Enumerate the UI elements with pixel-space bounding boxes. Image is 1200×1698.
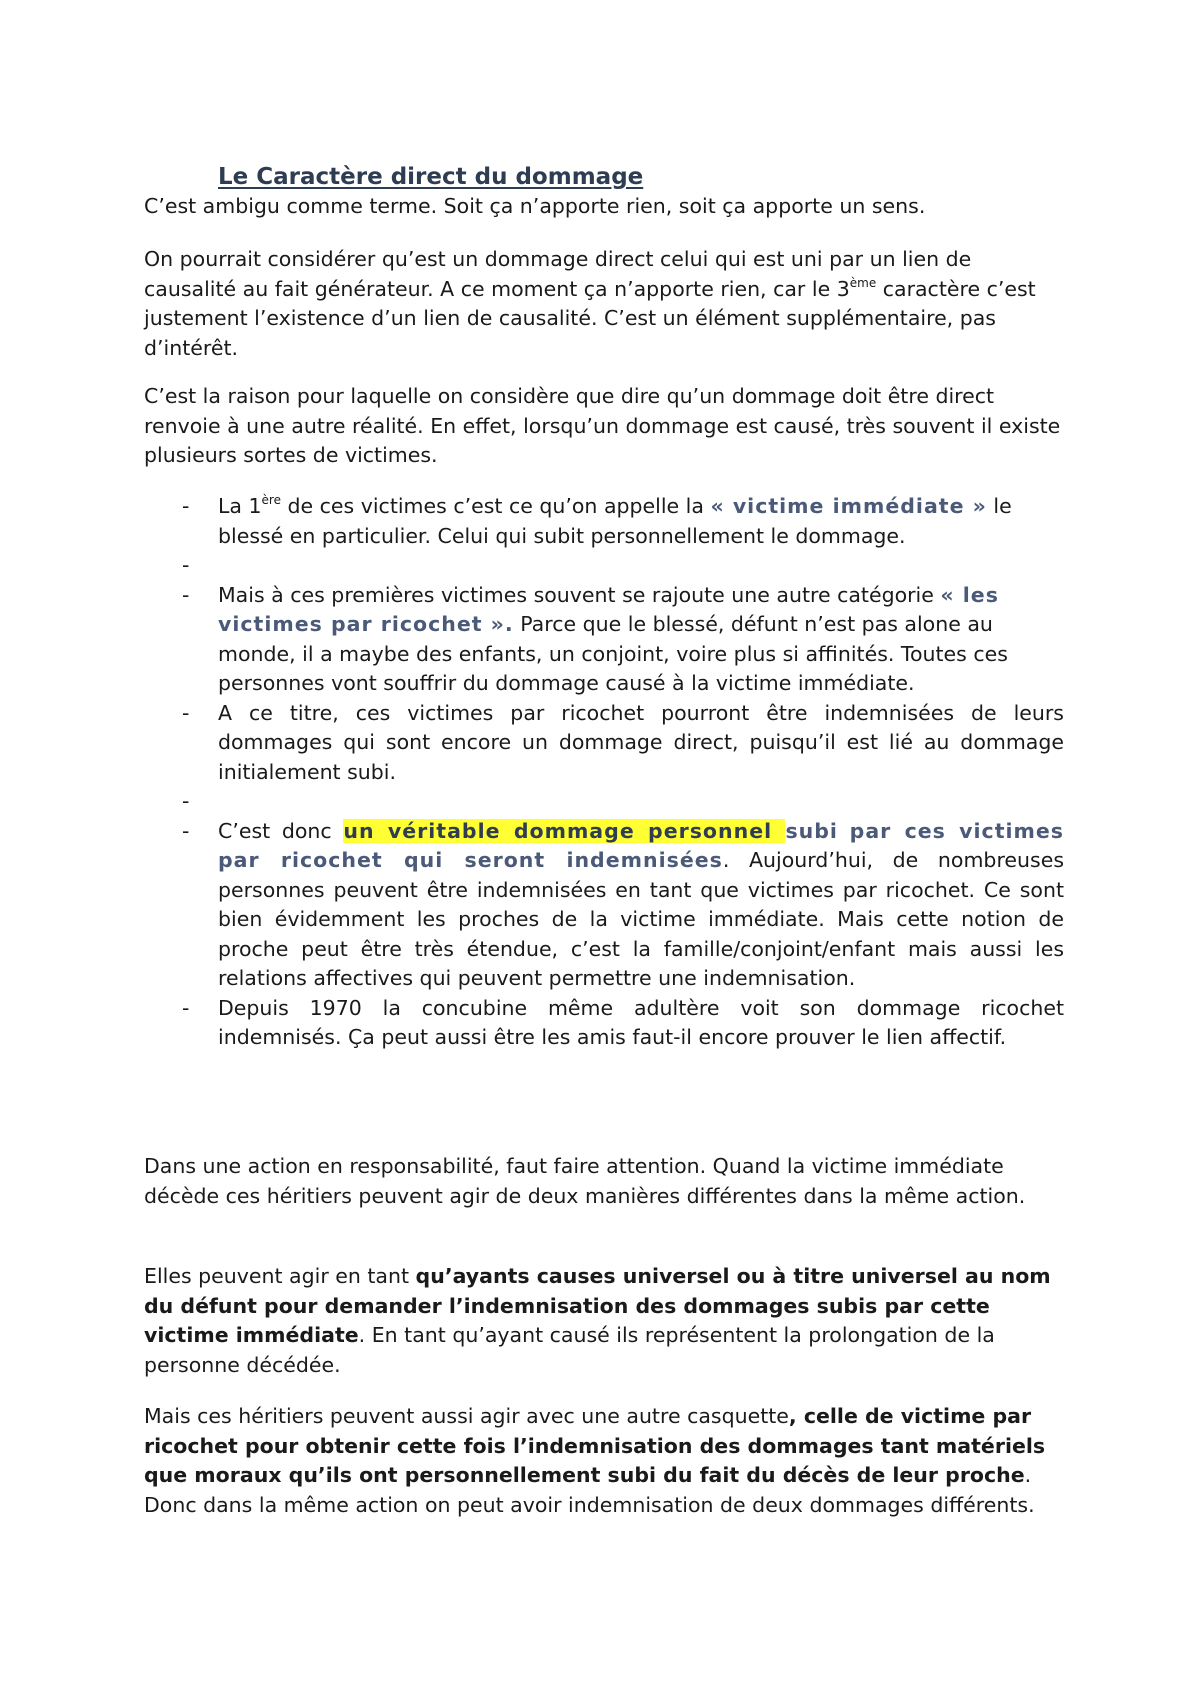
highlighted-phrase: un véritable dommage personnel bbox=[343, 818, 786, 843]
list-item bbox=[144, 994, 1064, 1053]
list-item-text: Parce que le blessé, défunt n’est pas alone au monde, il a maybe des enfants, un conjoint, voire plus si affinités. Toutes ces personnes vont souffrir du dommage causé à la victime immédiate. bbox=[218, 612, 1008, 695]
emphasis-text: par ces victimes par ricochet qui seront indemnisées bbox=[218, 818, 1064, 872]
list-item-empty bbox=[144, 551, 1064, 581]
paragraph-text: caractère c’est justement l’existence d’un lien de causalité. C’est un élément supplémentaire, pas d’intérêt. bbox=[144, 276, 1036, 360]
document-title: Le Caractère direct du dommage bbox=[218, 164, 644, 190]
list-item bbox=[144, 817, 1064, 994]
paragraph-text: Dans une action en responsabilité, faut faire attention. Quand la victime immédiate décède ces héritiers peuvent agir de deux manières différentes dans la même action. bbox=[144, 1154, 1026, 1208]
list-item bbox=[144, 492, 1064, 551]
paragraph-intro bbox=[144, 192, 1064, 222]
list-item-empty bbox=[144, 787, 1064, 817]
emphasis-text: subi bbox=[785, 818, 838, 843]
bullet-dash: - bbox=[182, 818, 190, 843]
paragraph-text: . En tant qu’ayant causé ils représentent la prolongation de la personne décédée. bbox=[144, 1323, 995, 1377]
paragraph-text: Mais ces héritiers peuvent aussi agir avec une autre casquette bbox=[144, 1404, 789, 1428]
bullet-dash: - bbox=[182, 789, 190, 813]
bullet-dash: - bbox=[182, 553, 190, 577]
list-item-text: le blessé en particulier. Celui qui subit personnellement le dommage. bbox=[218, 494, 1012, 548]
term-immediate-victim: « victime immédiate » bbox=[710, 494, 987, 518]
paragraph-text: C’est la raison pour laquelle on considère que dire qu’un dommage doit être direct renvoie à une autre réalité. En effet, lorsqu’un dommage est causé, très souvent il existe plusieurs sortes de victimes. bbox=[144, 384, 1061, 467]
paragraph-causality bbox=[144, 245, 1064, 363]
list-item-text: A ce titre, ces victimes par ricochet pourront être indemnisées de leurs dommages qui sont encore un dommage direct, puisqu’il est lié au dommage initialement subi. bbox=[218, 700, 1064, 784]
list-item-text: . Aujourd’hui, de nombreuses personnes peuvent être indemnisées en tant que victimes par ricochet. Ce sont bien évidemment les proches de la victime immédiate. Mais cette notion de proche peut être très étendue, c’est la famille/conjoint/enfant mais aussi les relations affectives qui peuvent permettre une indemnisation. bbox=[218, 848, 1064, 990]
bullet-dash: - bbox=[182, 995, 190, 1020]
space bbox=[838, 819, 850, 843]
superscript: ère bbox=[261, 493, 281, 507]
list-item-text: C’est donc bbox=[218, 818, 344, 843]
bold-text: , celle de victime par ricochet pour obtenir cette fois l’indemnisation des dommages tant matériels que moraux qu’ils ont personnellement subi du fait du décès de leur proche bbox=[144, 1404, 1046, 1487]
paragraph-victims bbox=[144, 382, 1064, 471]
list-item-text: Depuis 1970 la concubine même adultère voit son dommage ricochet indemnisés. Ça peut aussi être les amis faut-il encore prouver le lien affectif. bbox=[218, 995, 1064, 1049]
paragraph-text: Elles peuvent agir en tant bbox=[144, 1264, 416, 1288]
list-item-text: Mais à ces premières victimes souvent se rajoute une autre catégorie bbox=[218, 582, 941, 607]
list-item-text: La 1 bbox=[218, 494, 262, 518]
bullet-dash: - bbox=[182, 700, 190, 725]
bullet-dash: - bbox=[182, 494, 190, 518]
paragraph-heirs-universal bbox=[144, 1262, 1064, 1380]
list-item-text: de ces victimes c’est ce qu’on appelle la bbox=[280, 494, 711, 518]
list-item bbox=[144, 581, 1064, 699]
list-item bbox=[144, 699, 1064, 788]
paragraph-intro-text: C’est ambigu comme terme. Soit ça n’apporte rien, soit ça apporte un sens. bbox=[144, 194, 926, 218]
bullet-list bbox=[144, 492, 1064, 1053]
bold-text: qu’ayants causes universel ou à titre universel au nom du défunt pour demander l’indemnisation des dommages subis par cette victime immédiate bbox=[144, 1264, 1051, 1347]
superscript: ème bbox=[849, 275, 877, 290]
bullet-dash: - bbox=[182, 582, 190, 607]
paragraph-text: . Donc dans la même action on peut avoir indemnisation de deux dommages différents. bbox=[144, 1463, 1035, 1517]
paragraph-text: On pourrait considérer qu’est un dommage direct celui qui est uni par un lien de causalité au fait générateur. A ce moment ça n’apporte rien, car le 3 bbox=[144, 247, 972, 301]
term-ricochet-victims: « les victimes par ricochet ». bbox=[218, 582, 999, 636]
paragraph-heirs-ricochet bbox=[144, 1402, 1064, 1520]
paragraph-action bbox=[144, 1152, 1064, 1211]
